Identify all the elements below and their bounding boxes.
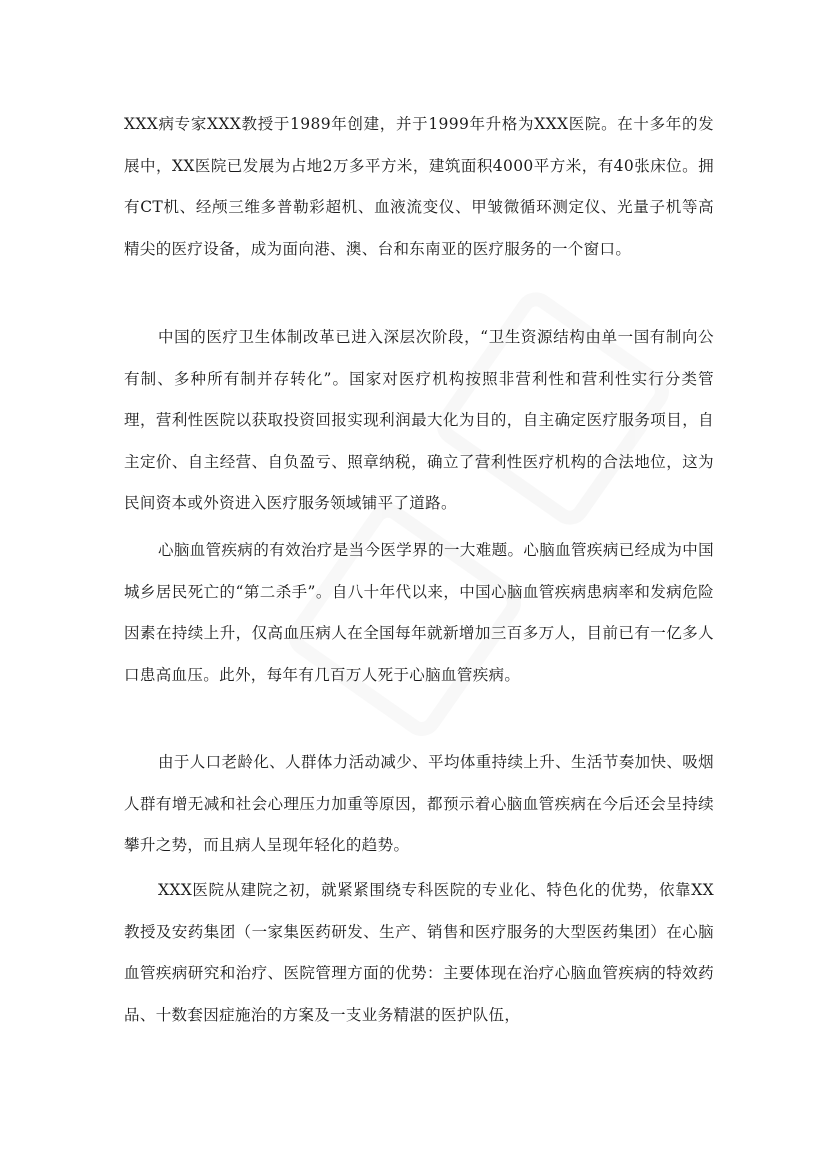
paragraph-hospital-advantages: XXX医院从建院之初，就紧紧围绕专科医院的专业化、特色化的优势，依靠XX教授及安药集团（一家集医药研发、生产、销售和医疗服务的大型医药集团）在心脑血管疾病研究和治疗、医院管理方面的优势：主要体现在治疗心脑血管疾病的特效药品、十数套因症施治的方案及一支业务精湛的医护队伍， <box>124 881 714 1024</box>
paragraph-hospital-history: XXX病专家XXX教授于1989年创建，并于1999年升格为XXX医院。在十多年的发展中，XX医院已发展为占地2万多平方米，建筑面积4000平方米，有40张床位。拥有CT机、经颅三维多普勒彩超机、血液流变仪、甲皱微循环测定仪、光量子机等高精尖的医疗设备，成为面向港、澳、台和东南亚的医疗服务的一个窗口。 <box>124 115 714 258</box>
paragraph-cardiovascular-disease: 心脑血管疾病的有效治疗是当今医学界的一大难题。心脑血管疾病已经成为中国城乡居民死亡的“第二杀手”。自八十年代以来，中国心脑血管疾病患病率和发病危险因素在持续上升，仅高血压病人在全国每年就新增加三百多万人，目前已有一亿多人口患高血压。此外，每年有几百万人死于心脑血管疾病。 <box>124 541 714 684</box>
paragraph-medical-reform: 中国的医疗卫生体制改革已进入深层次阶段，“卫生资源结构由单一国有制向公有制、多种所有制并存转化”。国家对医疗机构按照非营利性和营利性实行分类管理，营利性医院以获取投资回报实现利润最大化为目的，自主确定医疗服务项目，自主定价、自主经营、自负盈亏、照章纳税，确立了营利性医疗机构的合法地位，这为民间资本或外资进入医疗服务领域铺平了道路。 <box>124 328 714 512</box>
paragraph-aging-trend: 由于人口老龄化、人群体力活动减少、平均体重持续上升、生活节奏加快、吸烟人群有增无减和社会心理压力加重等原因，都预示着心脑血管疾病在今后还会呈持续攀升之势，而且病人呈现年轻化的趋势。 <box>124 753 714 854</box>
